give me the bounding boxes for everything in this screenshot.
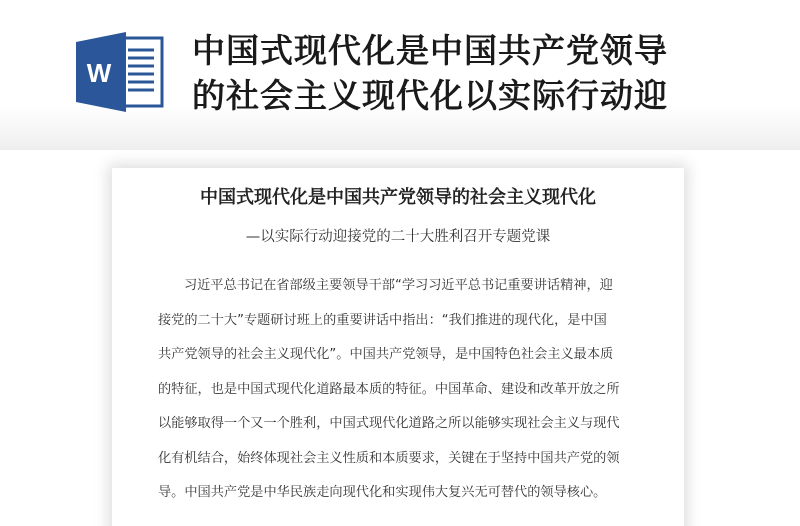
banner-title — [192, 28, 752, 118]
banner-title-line-2: 的社会主义现代化以实际行动迎 — [192, 76, 668, 115]
document-body — [158, 269, 642, 511]
body-line: 以能够取得一个又一个胜利，中国式现代化道路之所以能够实现社会主义与现代 — [158, 416, 620, 431]
document-title: 中国式现代化是中国共产党领导的社会主义现代化 — [200, 187, 596, 208]
body-line: 接党的二十大”专题研讨班上的重要讲话中指出：“我们推进的现代化，是中国 — [158, 312, 607, 328]
body-line: 导。中国共产党是中华民族走向现代化和实现伟大复兴无可替代的领导核心。 — [158, 485, 607, 500]
banner-title-line-1: 中国式现代化是中国共产党领导 — [192, 31, 668, 70]
word-document-icon — [76, 30, 166, 114]
body-line: 的特征，也是中国式现代化道路最本质的特征。中国革命、建设和改革开放之所 — [158, 381, 620, 397]
body-line: 共产党领导的社会主义现代化”。中国共产党领导，是中国特色社会主义最本质 — [158, 347, 614, 362]
document-subtitle: —以实际行动迎接党的二十大胜利召开专题党课 — [245, 229, 551, 245]
body-line: 化有机结合，始终体现社会主义性质和本质要求，关键在于坚持中国共产党的领 — [158, 450, 620, 466]
word-icon-letter: W — [86, 58, 112, 88]
body-line: 习近平总书记在省部级主要领导干部“学习习近平总书记重要讲话精神，迎 — [184, 278, 613, 293]
